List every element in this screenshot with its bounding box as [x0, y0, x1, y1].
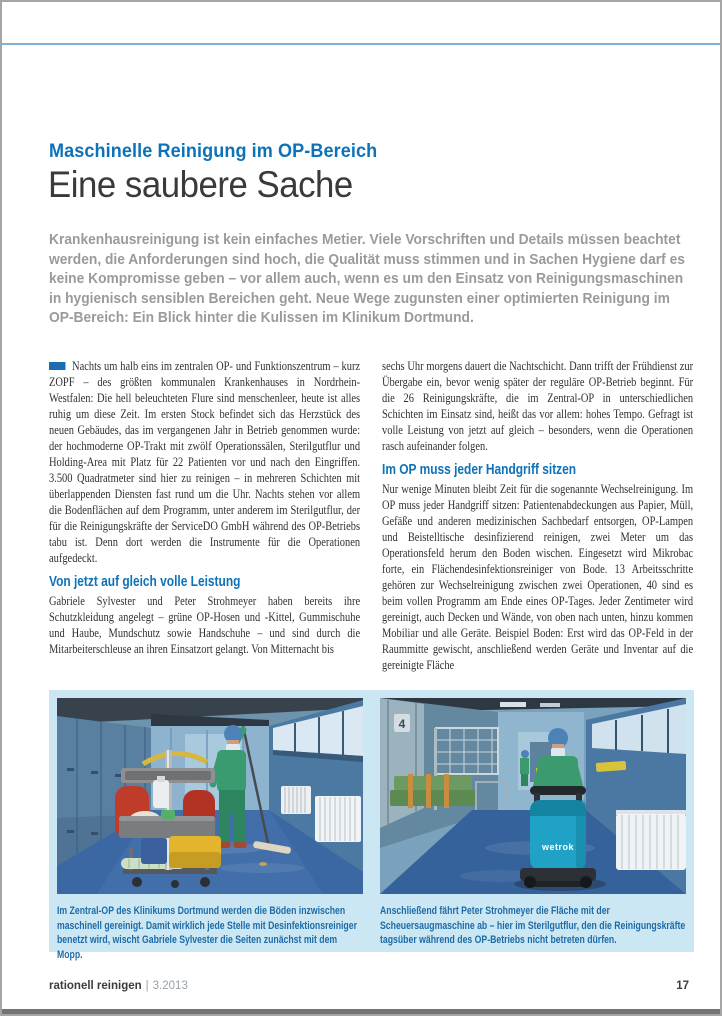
machine-brand-label: wetrok	[541, 842, 575, 852]
page-number: 17	[676, 980, 689, 992]
subheading-handgriff: Im OP muss jeder Handgriff sitzen	[382, 462, 577, 478]
distant-person	[520, 750, 529, 786]
photo-panel	[49, 690, 694, 961]
subheading-volle-leistung: Von jetzt auf gleich volle Leistung	[49, 574, 241, 590]
bullet-square-icon	[49, 362, 65, 370]
sterilizer-door	[380, 698, 424, 828]
column-left	[49, 358, 360, 673]
body-paragraph	[49, 358, 360, 566]
caption-left-text: Im Zentral-OP des Klinikums Dortmund werden die Böden inzwischen maschinell gereinigt. Damit wirklich jede Stelle mit Desinfektionsreiniger benetzt wird, wischt Gabriele Sylvester die Seiten zunächst mit dem Mopp.	[57, 905, 357, 961]
sterile-packs	[390, 774, 476, 808]
issue-label: 3.2013	[152, 980, 188, 992]
article-columns	[49, 358, 693, 673]
top-rule-divider	[2, 43, 720, 45]
column-right	[382, 358, 693, 673]
intro-paragraph: Krankenhausreinigung ist kein einfaches Metier. Viele Vorschriften und Details müssen beachtet werden, die Anforderungen sind hoch, die Qualität muss stimmen und in Sachen Hygiene darf es keine Kompromisse geben – vor allem auch, wenn es um den Einsatz von Reinigungsmaschinen in hygienisch sensiblen Bereichen geht. Neue Wege zugunsten einer optimierten Reinigung im OP-Bereich: Ein Blick hinter die Kulissen im Klinikum Dortmund.	[49, 231, 685, 326]
intro-block	[49, 230, 693, 328]
photo-row	[57, 698, 686, 894]
photo-scrubber-machine-image	[380, 698, 686, 894]
caption-right-text: Anschließend fährt Peter Strohmeyer die Fläche mit der Scheuersaugmaschine ab – hier im Sterilgutflur, den die Reinigungskräfte tagsüber während des OP-Betriebs nicht betreten dürfen.	[380, 905, 686, 947]
body-paragraph: Nur wenige Minuten bleibt Zeit für die sogenannte Wechselreinigung. Im OP muss jeder Handgriff sitzen: Patientenabdeckungen aus Papier, Müll, Gefäße und anderen medizinischen Sachbedarf entsorgen, OP-Lampen und Beistelltische desinfizierend reinigen, zwei Meter um das Operationsfeld herum den Boden wischen. Eingesetzt wird Mikrobac forte, ein Flächendesinfektionsreiniger von Bode. 13 Arbeitsschritte gehören zur Wechselreinigung zwischen zwei Operationen, 40 sind es beim vollen Programm am Ende eines OP-Tages. Jeder Zentimeter wird gereinigt, auch Decken und Wände, von oben nach unten, hinzu kommen Mobiliar und alle Geräte. Beispiel Boden: Erst wird das OP-Feld in der Raummitte gewischt, anschließend werden Geräte und Inventar auf die gereinigte Fläche	[382, 482, 694, 672]
cleaning-cart	[115, 750, 221, 888]
caption-row	[57, 904, 686, 962]
photo-cleaning-cart-image	[57, 698, 363, 894]
footer-separator: |	[145, 980, 149, 992]
footer-left	[49, 979, 188, 993]
magazine-name: rationell reinigen	[49, 980, 142, 992]
body-paragraph-text: Nachts um halb eins im zentralen OP- und Funktionszentrum – kurz ZOPF – des größten kommunalen Krankenhauses in Nordrhein-Westfalen: Die hell beleuchteten Flure sind menschenleer, heute ist alles ruhig um diese Zeit. Im ersten Stock befindet sich das Herzstück des neuen Gebäudes, das im vergangenen Jahr in Betrieb genommen wurde: der hochmoderne OP-Trakt mit zwölf Operationssälen, Sterilgutflur und Holding-Area mit Platz für 22 Patienten vor und nach den Eingriffen. 3.500 Quadratmeter sind hier zu reinigen – in mehreren Schichten mit überlappenden Diensten fast rund um die Uhr. Nachts stehen vor allem die Bodenflächen auf dem Programm, unter anderem im Sterilgutflur, der für die Reinigungskräfte der ServiceDO GmbH während des OP-Betriebs tabu ist. Denn dort werden die Instrumente für die Operationen aufgedeckt.	[49, 359, 361, 565]
page-footer	[49, 979, 689, 993]
page-title: Eine saubere Sache	[48, 164, 353, 205]
radiator	[616, 810, 686, 870]
body-paragraph: sechs Uhr morgens dauert die Nachtschicht. Dann trifft der Frühdienst zur Übergabe ein, bevor wenig später der reguläre OP-Betrieb beginnt. Für die 26 Reinigungskräfte, die im Zentral-OP in unterschiedlichen Schichten im Einsatz sind, heißt das vor allem: hohes Tempo. Gefragt ist volle Leistung von jetzt auf gleich – besonders, wenn die Operationen rasch aufeinander folgen.	[382, 359, 694, 453]
caption-left	[57, 904, 363, 962]
body-paragraph: Gabriele Sylvester und Peter Strohmeyer haben bereits ihre Schutzkleidung angelegt – grüne OP-Hosen und -Kittel, Gummischuhe und Haube, Mundschutz sowie Handschuhe – und sind durch die Mitarbeiterschleuse an ihren Einsatzort gelangt. Von Mitternacht bis	[49, 594, 361, 656]
kicker: Maschinelle Reinigung im OP-Bereich	[49, 141, 378, 162]
page-bottom-edge	[2, 1009, 720, 1014]
caption-right	[380, 904, 686, 962]
door-number-label: 4	[398, 717, 406, 731]
